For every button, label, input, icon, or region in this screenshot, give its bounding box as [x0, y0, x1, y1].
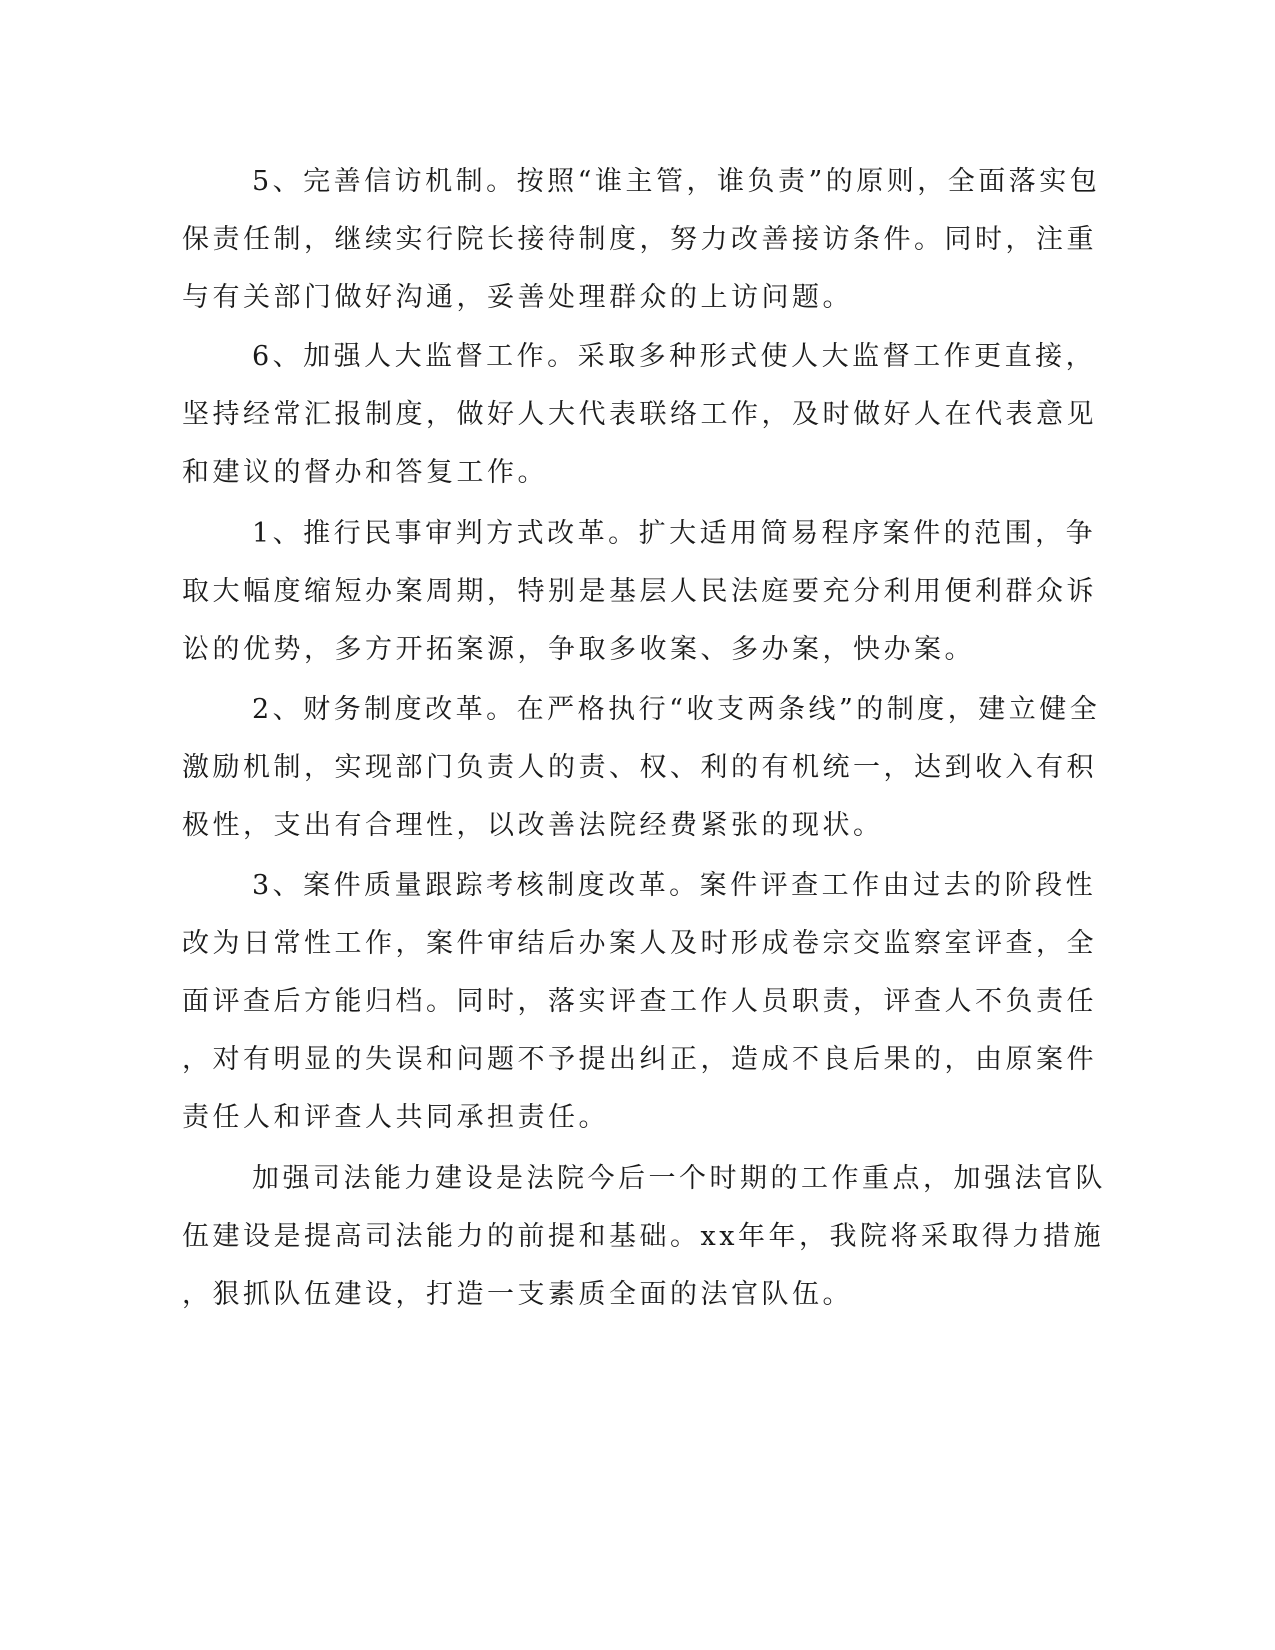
text-line: 激励机制，实现部门负责人的责、权、利的有机统一，达到收入有积	[182, 752, 1097, 783]
text-line: 2、财务制度改革。在严格执行“收支两条线”的制度，建立健全	[252, 694, 1101, 725]
text-line: 极性，支出有合理性，以改善法院经费紧张的现状。	[182, 810, 884, 841]
text-line: ，对有明显的失误和问题不予提出纠正，造成不良后果的，由原案件	[182, 1044, 1097, 1075]
text-line: 3、案件质量跟踪考核制度改革。案件评查工作由过去的阶段性	[252, 870, 1097, 901]
text-line: 1、推行民事审判方式改革。扩大适用简易程序案件的范围，争	[252, 518, 1097, 549]
text-line: 6、加强人大监督工作。采取多种形式使人大监督工作更直接，	[252, 341, 1097, 372]
text-line: 加强司法能力建设是法院今后一个时期的工作重点，加强法官队	[252, 1163, 1106, 1194]
text-line: 取大幅度缩短办案周期，特别是基层人民法庭要充分利用便利群众诉	[182, 576, 1097, 607]
text-line: 责任人和评查人共同承担责任。	[182, 1102, 609, 1133]
text-line: 讼的优势，多方开拓案源，争取多收案、多办案，快办案。	[182, 634, 975, 665]
text-line: 改为日常性工作，案件审结后办案人及时形成卷宗交监察室评查，全	[182, 928, 1097, 959]
text-line: 坚持经常汇报制度，做好人大代表联络工作，及时做好人在代表意见	[182, 399, 1097, 430]
text-line: ，狠抓队伍建设，打造一支素质全面的法官队伍。	[182, 1279, 853, 1310]
text-line: 伍建设是提高司法能力的前提和基础。xx年年，我院将采取得力措施	[182, 1221, 1104, 1252]
text-line: 和建议的督办和答复工作。	[182, 457, 548, 488]
text-line: 保责任制，继续实行院长接待制度，努力改善接访条件。同时，注重	[182, 224, 1097, 255]
text-line: 5、完善信访机制。按照“谁主管，谁负责”的原则，全面落实包	[252, 166, 1101, 197]
text-line: 面评查后方能归档。同时，落实评查工作人员职责，评查人不负责任	[182, 986, 1097, 1017]
text-line: 与有关部门做好沟通，妥善处理群众的上访问题。	[182, 282, 853, 313]
